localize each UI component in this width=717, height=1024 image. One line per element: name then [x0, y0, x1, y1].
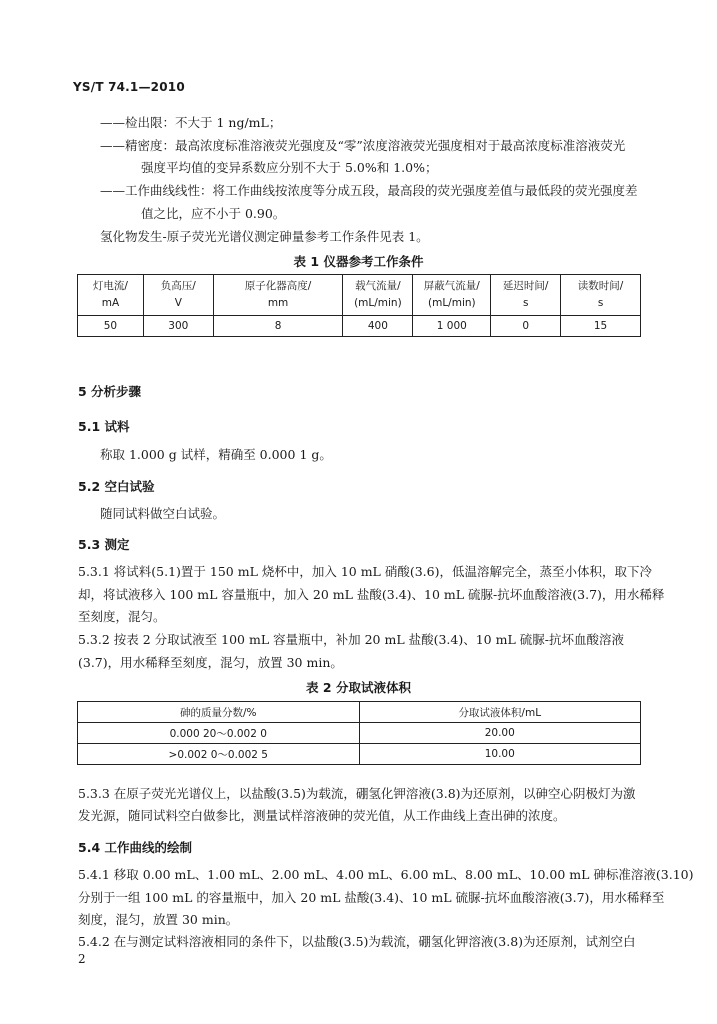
intro-line: 氢化物发生-原子荧光光谱仪测定砷量参考工作条件见表 1。	[100, 229, 429, 244]
section5-4-2-line: 5.4.2 在与测定试料溶液相同的条件下，以盐酸(3.5)为载流，硼氢化钾溶液(3.8)为还原剂，试剂空白	[78, 934, 636, 949]
table1-cell: 400	[343, 316, 413, 337]
bullet-linearity-cont: 值之比，应不小于 0.90。	[141, 206, 286, 221]
section5-3-2-line: 5.3.2 按表 2 分取试液至 100 mL 容量瓶中，补加 20 mL 盐酸(3.4)、10 mL 硫脲-抗坏血酸溶液	[78, 632, 624, 647]
section5-2-text: 随同试料做空白试验。	[100, 506, 226, 521]
section5-3-1-line: 5.3.1 将试料(5.1)置于 150 mL 烧杯中，加入 10 mL 硝酸(3.6)，低温溶解完全，蒸至小体积，取下冷	[78, 564, 652, 579]
section5-4-title: 5.4 工作曲线的绘制	[78, 840, 192, 855]
table1-header-cell: 延迟时间/ s	[491, 275, 561, 316]
section5-1-title: 5.1 试料	[78, 419, 130, 434]
table1-value-row	[78, 316, 641, 337]
section5-3-1-line: 却，将试液移入 100 mL 容量瓶中，加入 20 mL 盐酸(3.4)、10 mL 硫脲-抗坏血酸溶液(3.7)，用水稀释	[78, 587, 665, 602]
section5-title: 5 分析步骤	[78, 384, 142, 399]
table2-header-cell: 分取试液体积/mL	[359, 702, 641, 723]
section5-4-1-line: 刻度，混匀，放置 30 min。	[78, 912, 239, 927]
section5-4-1-line: 分别于一组 100 mL 的容量瓶中，加入 20 mL 盐酸(3.4)、10 mL 硫脲-抗坏血酸溶液(3.7)，用水稀释至	[78, 890, 665, 905]
section5-3-3-line: 5.3.3 在原子荧光光谱仪上，以盐酸(3.5)为载流，硼氢化钾溶液(3.8)为还原剂，以砷空心阴极灯为激	[78, 786, 636, 801]
bullet-detection-limit: ——检出限：不大于 1 ng/mL；	[100, 115, 282, 130]
table1	[77, 274, 641, 337]
bullet-precision: ——精密度：最高浓度标准溶液荧光强度及“零”浓度溶液荧光强度相对于最高浓度标准溶液荧光	[100, 138, 626, 153]
page-number: 2	[78, 952, 86, 966]
section5-2-title: 5.2 空白试验	[78, 479, 155, 494]
table2-caption: 表 2 分取试液体积	[306, 680, 411, 695]
table1-cell: 50	[78, 316, 144, 337]
table1-cell: 1 000	[413, 316, 491, 337]
table2-cell: 20.00	[359, 723, 641, 744]
table1-header-cell: 灯电流/ mA	[78, 275, 144, 316]
table2	[77, 701, 641, 765]
table2-cell: 10.00	[359, 744, 641, 765]
table1-header-cell: 原子化器高度/ mm	[213, 275, 343, 316]
section5-1-text: 称取 1.000 g 试样，精确至 0.000 1 g。	[100, 447, 332, 462]
table2-header-cell: 砷的质量分数/%	[78, 702, 360, 723]
table2-row	[78, 744, 641, 765]
section5-3-1-line: 至刻度，混匀。	[78, 609, 166, 624]
document-header: YS/T 74.1—2010	[73, 80, 185, 94]
table1-cell: 300	[143, 316, 213, 337]
table1-header-row	[78, 275, 641, 316]
table1-header-cell: 读数时间/ s	[561, 275, 641, 316]
table2-header-row	[78, 702, 641, 723]
table1-header-cell: 屏蔽气流量/ (mL/min)	[413, 275, 491, 316]
bullet-precision-cont: 强度平均值的变异系数应分别不大于 5.0%和 1.0%；	[141, 160, 438, 175]
table1-header-cell: 载气流量/ (mL/min)	[343, 275, 413, 316]
section5-3-3-line: 发光源，随同试料空白做参比，测量试样溶液砷的荧光值，从工作曲线上查出砷的浓度。	[78, 808, 566, 823]
table2-cell: 0.000 20～0.002 0	[78, 723, 360, 744]
table1-cell: 8	[213, 316, 343, 337]
bullet-linearity: ——工作曲线线性：将工作曲线按浓度等分成五段，最高段的荧光强度差值与最低段的荧光强度差	[100, 183, 638, 198]
table2-cell: >0.002 0～0.002 5	[78, 744, 360, 765]
table1-cell: 15	[561, 316, 641, 337]
table1-caption: 表 1 仪器参考工作条件	[293, 254, 424, 269]
section5-4-1-line: 5.4.1 移取 0.00 mL、1.00 mL、2.00 mL、4.00 mL、6.00 mL、8.00 mL、10.00 mL 砷标准溶液(3.10)	[78, 867, 694, 882]
table1-header-cell: 负高压/ V	[143, 275, 213, 316]
table2-row	[78, 723, 641, 744]
section5-3-2-line: (3.7)，用水稀释至刻度，混匀，放置 30 min。	[78, 655, 343, 670]
section5-3-title: 5.3 测定	[78, 537, 130, 552]
table1-cell: 0	[491, 316, 561, 337]
